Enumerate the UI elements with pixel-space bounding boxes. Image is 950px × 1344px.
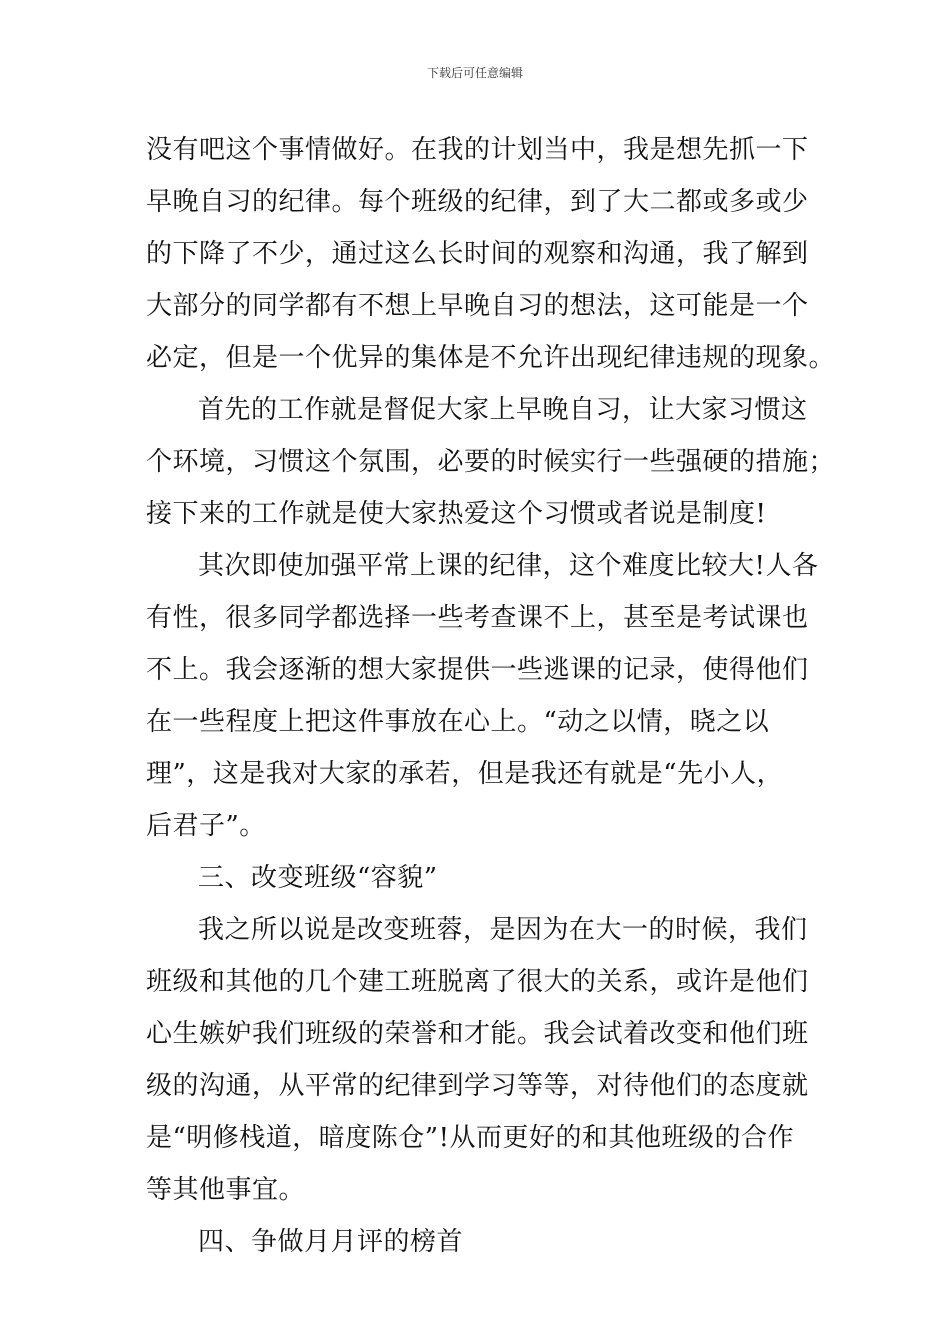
paragraph-first-line: 首先的工作就是督促大家上早晚自习，让大家习惯这 bbox=[198, 395, 808, 425]
text-line: 是“明修栈道，暗度陈仓”!从而更好的和其他班级的合作 bbox=[146, 1123, 795, 1153]
text-line: 在一些程度上把这件事放在心上。“动之以情，晓之以 bbox=[146, 707, 770, 737]
text-line: 后君子”。 bbox=[146, 811, 266, 841]
text-line: 必定，但是一个优异的集体是不允许出现纪律违规的现象。 bbox=[146, 343, 836, 373]
text-line: 的下降了不少，通过这么长时间的观察和沟通，我了解到 bbox=[146, 239, 809, 269]
document-body bbox=[146, 124, 836, 1268]
text-line: 有性，很多同学都选择一些考查课不上，甚至是考试课也 bbox=[146, 603, 809, 633]
section-heading: 四、争做月月评的榜首 bbox=[198, 1227, 464, 1257]
text-line: 心生嫉妒我们班级的荣誉和才能。我会试着改变和他们班 bbox=[146, 1019, 809, 1049]
section-heading: 三、改变班级“容貌” bbox=[198, 863, 438, 893]
text-line: 等其他事宜。 bbox=[146, 1175, 306, 1205]
text-line: 早晚自习的纪律。每个班级的纪律，到了大二都或多或少 bbox=[146, 187, 809, 217]
text-line: 个环境，习惯这个氛围，必要的时候实行一些强硬的措施； bbox=[146, 447, 836, 477]
text-line: 没有吧这个事情做好。在我的计划当中，我是想先抓一下 bbox=[146, 135, 809, 165]
paragraph-first-line: 我之所以说是改变班蓉，是因为在大一的时候，我们 bbox=[198, 915, 808, 945]
text-line: 不上。我会逐渐的想大家提供一些逃课的记录，使得他们 bbox=[146, 655, 809, 685]
text-line: 大部分的同学都有不想上早晚自习的想法，这可能是一个 bbox=[146, 291, 809, 321]
text-line: 理”，这是我对大家的承若，但是我还有就是“先小人， bbox=[146, 759, 784, 789]
paragraph-first-line: 其次即使加强平常上课的纪律，这个难度比较大!人各 bbox=[198, 551, 819, 581]
page-header-note: 下载后可任意编辑 bbox=[426, 66, 523, 80]
text-line: 接下来的工作就是使大家热爱这个习惯或者说是制度! bbox=[146, 499, 767, 529]
text-line: 级的沟通，从平常的纪律到学习等等，对待他们的态度就 bbox=[146, 1071, 809, 1101]
text-line: 班级和其他的几个建工班脱离了很大的关系，或许是他们 bbox=[146, 967, 809, 997]
